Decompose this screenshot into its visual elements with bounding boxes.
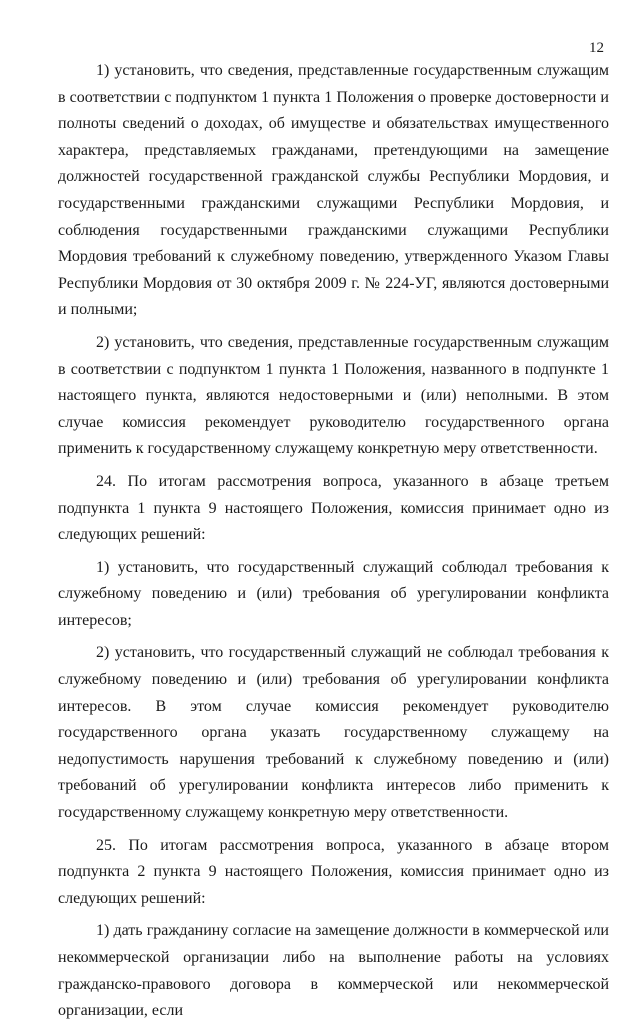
document-body: [58, 58, 609, 1025]
page-number: 12: [589, 40, 604, 56]
paragraph-4: 1) установить, что государственный служащий соблюдал требования к служебному поведению и (или) требования об урегулировании конфликта интересов;: [58, 558, 609, 629]
paragraph-1: 1) установить, что сведения, представленные государственным служащим в соответствии с подпунктом 1 пункта 1 Положения о проверке достоверности и полноты сведений о доходах, об имуществе и обязательствах имущественного характера, представляемых гражданами, претендующими на замещение должностей государственной гражданской службы Республики Мордовия, и государственными гражданскими служащими Республики Мордовия, и соблюдения государственными гражданскими служащими Республики Мордовия требований к служебному поведению, утвержденного Указом Главы Республики Мордовия от 30 октября 2009 г. № 224-УГ, являются достоверными и полными;: [58, 62, 609, 319]
paragraph-7: 1) дать гражданину согласие на замещение должности в коммерческой или некоммерческой организации либо на выполнение работы на условиях гражданско-правового договора в коммерческой или некоммерческой организации, если: [58, 922, 609, 1020]
paragraph-5: 2) установить, что государственный служащий не соблюдал требования к служебному поведению и (или) требования об урегулировании конфликта интересов. В этом случае комиссия рекомендует руководителю государственного органа указать государственному служащему на недопустимость нарушения требований к служебному поведению и (или) требований об урегулировании конфликта интересов либо применить к государственному служащему конкретную меру ответственности.: [58, 644, 609, 822]
paragraph-2: 2) установить, что сведения, представленные государственным служащим в соответствии с подпунктом 1 пункта 1 Положения, названного в подпункте 1 настоящего пункта, являются недостоверными и (или) неполными. В этом случае комиссия рекомендует руководителю государственного органа применить к государственному служащему конкретную меру ответственности.: [58, 333, 609, 458]
paragraph-3: 24. По итогам рассмотрения вопроса, указанного в абзаце третьем подпункта 1 пункта 9 настоящего Положения, комиссия принимает одно из следующих решений:: [58, 472, 609, 544]
paragraph-6: 25. По итогам рассмотрения вопроса, указанного в абзаце втором подпункта 2 пункта 9 настоящего Положения, комиссия принимает одно из следующих решений:: [58, 836, 609, 907]
